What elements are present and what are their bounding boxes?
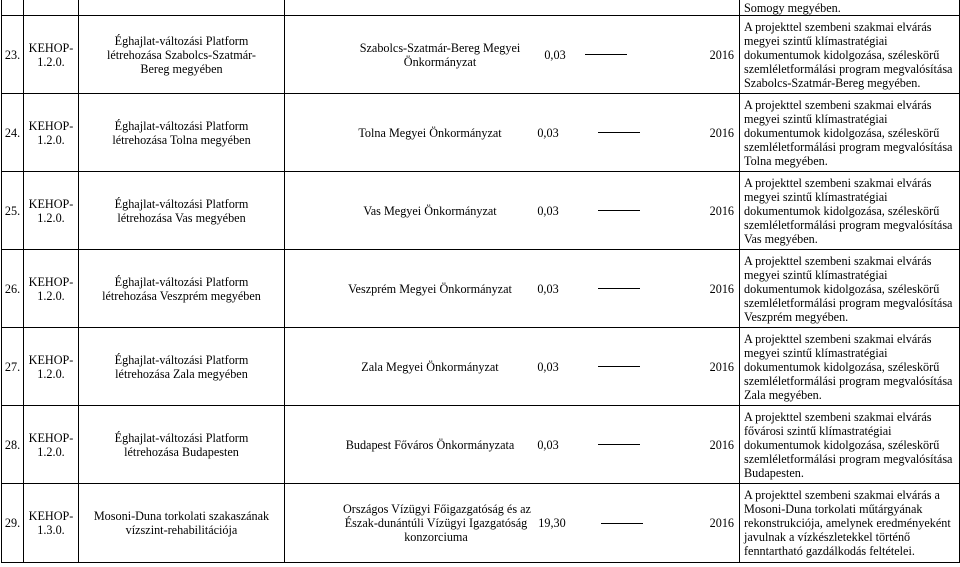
row-number: 26.	[2, 250, 24, 328]
funding-row	[285, 438, 739, 452]
project-title-line: Mosoni-Duna torkolati szakaszának	[93, 509, 270, 523]
project-title-line: Éghajlat-változási Platform	[114, 274, 249, 289]
year: 2016	[709, 125, 734, 140]
table-row	[2, 328, 960, 406]
program-code-line: 1.3.0.	[37, 523, 65, 537]
description-line: Szabolcs-Szatmár-Bereg megyében.	[744, 75, 921, 90]
program-code-line: 1.2.0.	[37, 210, 65, 225]
project-title	[79, 484, 285, 563]
beneficiary-line: Szabolcs-Szatmár-Bereg Megyei	[359, 40, 521, 55]
description-line: Veszprém megyében.	[744, 309, 849, 324]
funding-cell	[285, 172, 740, 250]
description-line: dokumentumok kidolgozása, széleskörű	[744, 125, 940, 140]
row-number: 24.	[2, 94, 24, 172]
dash-separator	[598, 132, 640, 133]
program-code-line: 1.2.0.	[37, 288, 65, 303]
description-cell	[740, 484, 960, 563]
program-code-line: KEHOP-	[28, 40, 74, 55]
program-code-line: 1.2.0.	[37, 366, 65, 381]
beneficiary	[330, 360, 530, 374]
beneficiary-line: Vas Megyei Önkormányzat	[363, 203, 497, 218]
dash-separator	[598, 210, 640, 211]
project-title-line: Éghajlat-változási Platform	[114, 196, 249, 211]
project-title-line: létrehozása Vas megyében	[117, 210, 246, 225]
description-cell	[740, 172, 960, 250]
project-title-line: Éghajlat-változási Platform	[114, 430, 249, 445]
program-code-line: KEHOP-	[28, 352, 74, 367]
year: 2016	[709, 359, 734, 374]
description-cell	[740, 328, 960, 406]
dash-separator	[598, 366, 640, 367]
table-row	[2, 16, 960, 94]
program-code	[24, 484, 79, 563]
description-line: dokumentumok kidolgozása, széleskörű	[744, 281, 940, 296]
description-line: Vas megyében.	[744, 231, 818, 246]
description-line: dokumentumok kidolgozása, széleskörű	[744, 203, 940, 218]
description-line: szemléletformálási program megvalósítása	[744, 295, 953, 310]
project-title-line: létrehozása Tolna megyében	[112, 132, 251, 147]
beneficiary-line: Önkormányzat	[403, 54, 477, 69]
beneficiary	[330, 204, 530, 218]
description-line: fenntartható gazdálkodás feltételei.	[744, 544, 915, 558]
description-line: dokumentumok kidolgozása, széleskörű	[744, 359, 940, 374]
beneficiary	[330, 438, 530, 452]
description-line: Budapesten.	[744, 465, 804, 480]
description-line: fővárosi szintű klímastratégiai	[744, 423, 892, 438]
program-code-line: 1.2.0.	[37, 444, 65, 459]
description-line: megyei szintű klímastratégiai	[744, 111, 888, 126]
beneficiary-line: Zala Megyei Önkormányzat	[361, 359, 499, 374]
year: 2016	[709, 47, 734, 62]
row-number: 27.	[2, 328, 24, 406]
description-line: megyei szintű klímastratégiai	[744, 189, 888, 204]
row-number: 28.	[2, 406, 24, 484]
funding-row	[285, 282, 739, 296]
description-line: dokumentumok kidolgozása, széleskörű	[744, 47, 940, 62]
project-title-line: vízszint-rehabilitációja	[125, 523, 238, 537]
amount: 0,03	[537, 281, 559, 296]
table-row	[2, 94, 960, 172]
program-code-line: KEHOP-	[28, 196, 74, 211]
description-cell	[740, 16, 960, 94]
table-row	[2, 406, 960, 484]
project-title	[79, 172, 285, 250]
description-cell	[740, 406, 960, 484]
funding-cell	[285, 16, 740, 94]
project-title	[79, 328, 285, 406]
year: 2016	[709, 281, 734, 296]
funding-row	[285, 360, 739, 374]
amount: 0,03	[537, 203, 559, 218]
funding-row	[285, 41, 739, 69]
project-title	[79, 94, 285, 172]
description-line: szemléletformálási program megvalósítása	[744, 373, 953, 388]
description-line: A projekttel szembeni szakmai elvárás a	[744, 488, 940, 502]
project-title-line: Éghajlat-változási Platform	[114, 352, 249, 367]
project-title-line: létrehozása Veszprém megyében	[102, 288, 261, 303]
row-number: 25.	[2, 172, 24, 250]
amount: 0,03	[544, 47, 566, 62]
row-number: 23.	[2, 16, 24, 94]
description-line: dokumentumok kidolgozása, széleskörű	[744, 437, 940, 452]
amount: 19,30	[538, 516, 566, 530]
program-code-line: 1.2.0.	[37, 132, 65, 147]
description-line: szemléletformálási program megvalósítása	[744, 61, 953, 76]
dash-separator	[598, 444, 640, 445]
year: 2016	[709, 516, 734, 530]
project-title-line: létrehozása Szabolcs-Szatmár-	[107, 47, 256, 62]
description-line: javulnak a vízkészletekkel történő	[744, 530, 911, 544]
beneficiary-line: konzorciuma	[404, 530, 468, 544]
funding-cell	[285, 406, 740, 484]
beneficiary-line: Országos Vízügyi Főigazgatóság és az	[343, 502, 531, 516]
description-line: Tolna megyében.	[744, 153, 828, 168]
dash-separator	[598, 288, 640, 289]
program-code-line: KEHOP-	[28, 118, 74, 133]
project-title	[79, 250, 285, 328]
project-title-line: Éghajlat-változási Platform	[114, 33, 249, 48]
empty-cell	[79, 0, 285, 16]
description-line: szemléletformálási program megvalósítása	[744, 451, 953, 466]
amount: 0,03	[537, 359, 559, 374]
funding-cell	[285, 250, 740, 328]
empty-cell	[285, 0, 740, 16]
funding-cell	[285, 94, 740, 172]
description-line: A projekttel szembeni szakmai elvárás	[744, 97, 932, 112]
program-code	[24, 16, 79, 94]
program-code	[24, 172, 79, 250]
beneficiary	[345, 41, 535, 69]
beneficiary	[343, 502, 529, 544]
beneficiary	[330, 282, 530, 296]
program-code-line: KEHOP-	[28, 430, 74, 445]
funding-row	[285, 502, 739, 544]
empty-cell	[2, 0, 24, 16]
description-cell	[740, 94, 960, 172]
amount: 0,03	[537, 125, 559, 140]
description-line: szemléletformálási program megvalósítása	[744, 217, 953, 232]
project-title-line: Éghajlat-változási Platform	[114, 118, 249, 133]
description-line: A projekttel szembeni szakmai elvárás	[744, 19, 932, 34]
beneficiary	[330, 126, 530, 140]
description-line: megyei szintű klímastratégiai	[744, 267, 888, 282]
description-line: A projekttel szembeni szakmai elvárás	[744, 175, 932, 190]
project-title-line: létrehozása Budapesten	[124, 444, 239, 459]
program-code	[24, 328, 79, 406]
project-title-line: létrehozása Zala megyében	[115, 366, 248, 381]
project-title-line: Bereg megyében	[140, 61, 223, 76]
project-title	[79, 16, 285, 94]
project-table	[1, 0, 960, 563]
row-number: 29.	[2, 484, 24, 563]
description-line: Zala megyében.	[744, 387, 822, 402]
description-line: szemléletformálási program megvalósítása	[744, 139, 953, 154]
table-row	[2, 250, 960, 328]
beneficiary-line: Veszprém Megyei Önkormányzat	[348, 281, 512, 296]
funding-cell	[285, 328, 740, 406]
description-line: megyei szintű klímastratégiai	[744, 33, 888, 48]
description-cell	[740, 250, 960, 328]
year: 2016	[709, 203, 734, 218]
funding-cell	[285, 484, 740, 563]
description-line: rekonstrukciója, amelynek eredményeként	[744, 516, 951, 530]
program-code	[24, 250, 79, 328]
table-row	[2, 172, 960, 250]
description-line: A projekttel szembeni szakmai elvárás	[744, 409, 932, 424]
program-code	[24, 406, 79, 484]
description-line: A projekttel szembeni szakmai elvárás	[744, 253, 932, 268]
beneficiary-line: Észak-dunántúli Vízügyi Igazgatóság	[344, 516, 528, 530]
table-row-top	[2, 0, 960, 16]
description-cell	[740, 0, 960, 16]
program-code-line: KEHOP-	[28, 274, 74, 289]
funding-row	[285, 204, 739, 218]
program-code-line: 1.2.0.	[37, 54, 65, 69]
amount: 0,03	[537, 437, 559, 452]
beneficiary-line: Tolna Megyei Önkormányzat	[358, 125, 502, 140]
description-line: megyei szintű klímastratégiai	[744, 345, 888, 360]
beneficiary-line: Budapest Főváros Önkormányzata	[345, 437, 515, 452]
description-line: A projekttel szembeni szakmai elvárás	[744, 331, 932, 346]
dash-separator	[601, 523, 643, 524]
description-text: Somogy megyében.	[744, 0, 841, 15]
program-code	[24, 94, 79, 172]
table-row	[2, 484, 960, 563]
year: 2016	[709, 437, 734, 452]
dash-separator	[585, 54, 627, 55]
empty-cell	[24, 0, 79, 16]
program-code-line: KEHOP-	[28, 509, 74, 523]
project-title	[79, 406, 285, 484]
funding-row	[285, 126, 739, 140]
description-line: Mosoni-Duna torkolati műtárgyának	[744, 502, 923, 516]
